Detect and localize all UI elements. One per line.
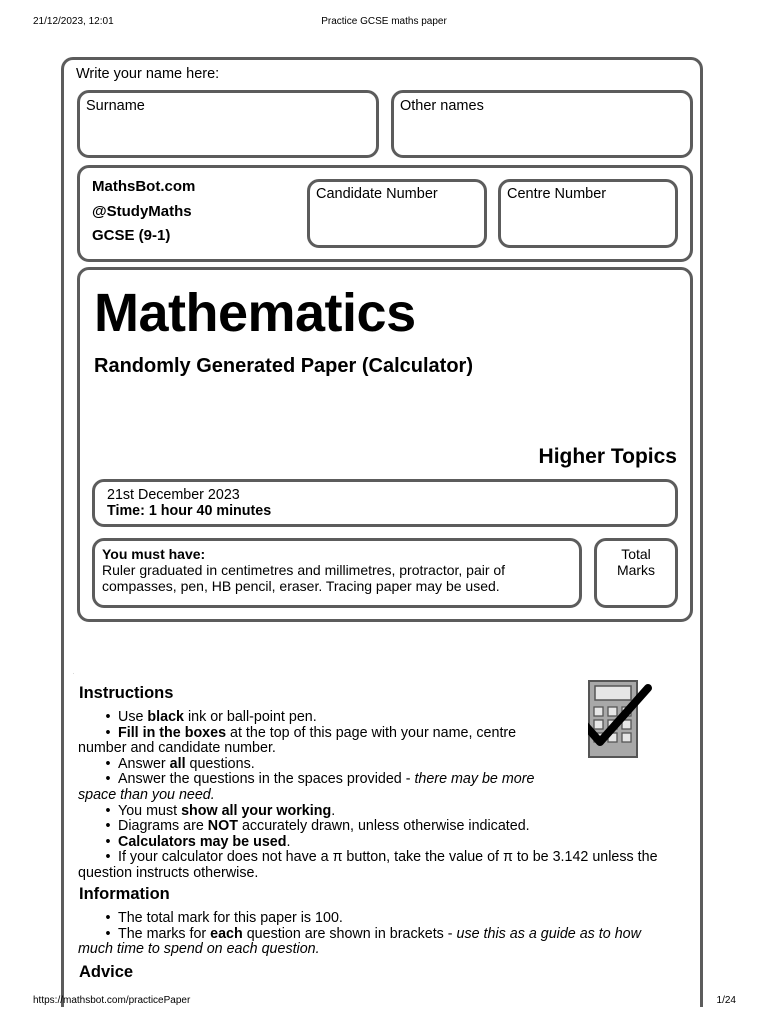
- list-item: • The total mark for this paper is 100.: [105, 910, 343, 926]
- paper-date: 21st December 2023: [107, 487, 240, 503]
- list-item-continuation: number and candidate number.: [78, 740, 276, 757]
- paper-duration: Time: 1 hour 40 minutes: [107, 503, 272, 519]
- information-heading: Information: [79, 885, 170, 903]
- site-name: MathsBot.com: [92, 178, 196, 195]
- list-item: • Fill in the boxes at the top of this page with your name, centre: [105, 724, 517, 741]
- candidate-number-label: Candidate Number: [316, 186, 438, 202]
- paper-subtitle: Randomly Generated Paper (Calculator): [94, 355, 473, 377]
- subject-title: Mathematics: [94, 283, 416, 343]
- list-item: • If your calculator does not have a π button, take the value of π to be 3.142 unless the: [105, 849, 658, 866]
- list-item-continuation: question instructs otherwise.: [78, 864, 259, 881]
- stray-dot: .: [73, 670, 75, 675]
- list-item: • Answer all questions.: [105, 755, 255, 772]
- information-list: [78, 910, 698, 958]
- total-marks-box: [594, 538, 678, 608]
- title-box: [77, 267, 693, 622]
- must-have-line-2: compasses, pen, HB pencil, eraser. Tracing paper may be used.: [102, 578, 500, 594]
- branding-box: [77, 165, 693, 262]
- candidate-number-box[interactable]: [307, 179, 487, 248]
- list-item: • You must show all your working.: [105, 802, 336, 819]
- instructions-heading: Instructions: [79, 684, 174, 702]
- list-item-continuation: much time to spend on each question.: [78, 941, 320, 958]
- list-item: • Use black ink or ball-point pen.: [105, 709, 317, 725]
- tier-label: Higher Topics: [538, 445, 677, 468]
- centre-number-box[interactable]: [498, 179, 678, 248]
- list-item: • Calculators may be used.: [105, 833, 291, 850]
- must-have-heading: You must have:: [102, 546, 206, 562]
- must-have-box: [92, 538, 582, 608]
- list-item: • Answer the questions in the spaces provided - there may be more: [105, 771, 535, 788]
- print-title: Practice GCSE maths paper: [321, 16, 447, 27]
- date-time-box: [92, 479, 678, 527]
- social-handle: @StudyMaths: [92, 203, 192, 220]
- qualification-level: GCSE (9-1): [92, 227, 171, 244]
- print-page-number: 1/24: [716, 995, 736, 1006]
- print-datetime: 21/12/2023, 12:01: [33, 16, 114, 27]
- exam-paper-frame: [61, 57, 703, 1007]
- surname-box[interactable]: [77, 90, 379, 158]
- other-names-label: Other names: [400, 98, 484, 114]
- list-item-continuation: space than you need.: [78, 786, 215, 803]
- surname-label: Surname: [86, 98, 145, 114]
- marks-label: Marks: [616, 562, 656, 578]
- print-url: https://mathsbot.com/practicePaper: [33, 995, 191, 1006]
- advice-heading: Advice: [79, 963, 134, 981]
- name-prompt: Write your name here:: [76, 66, 220, 82]
- list-item: • The marks for each question are shown in brackets - use this as a guide as to how: [105, 925, 641, 942]
- list-item: • Diagrams are NOT accurately drawn, unless otherwise indicated.: [105, 818, 530, 835]
- total-label: Total: [621, 546, 651, 562]
- instructions-list: [78, 709, 698, 882]
- other-names-box[interactable]: [391, 90, 693, 158]
- must-have-line-1: Ruler graduated in centimetres and millimetres, protractor, pair of: [102, 562, 506, 578]
- centre-number-label: Centre Number: [507, 186, 607, 202]
